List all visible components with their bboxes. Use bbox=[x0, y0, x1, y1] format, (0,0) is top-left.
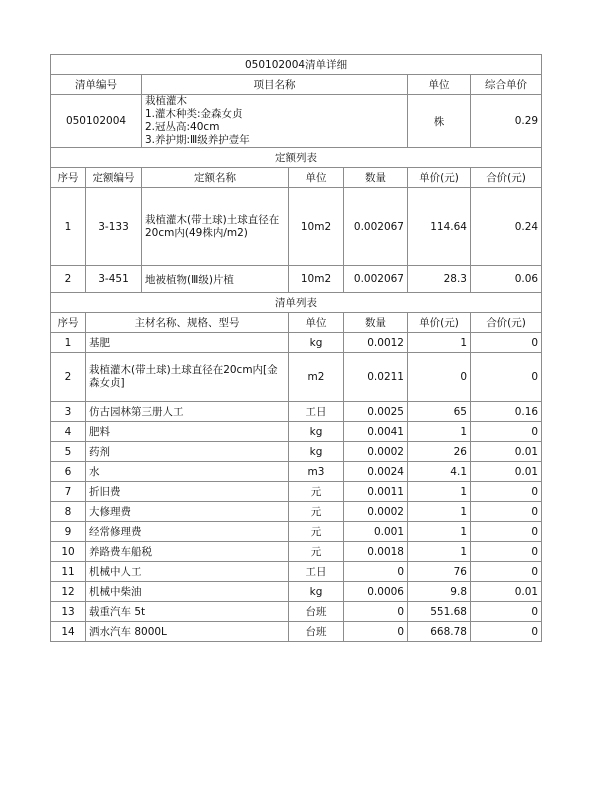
material-unit: 元 bbox=[289, 542, 344, 562]
quota-col-no: 序号 bbox=[51, 168, 86, 188]
material-unit: kg bbox=[289, 442, 344, 462]
quota-total: 0.06 bbox=[471, 266, 542, 293]
material-col-no: 序号 bbox=[51, 313, 86, 333]
material-total: 0 bbox=[471, 333, 542, 353]
material-no: 2 bbox=[51, 353, 86, 402]
material-no: 4 bbox=[51, 422, 86, 442]
material-no: 13 bbox=[51, 602, 86, 622]
material-price: 9.8 bbox=[408, 582, 471, 602]
quota-name: 栽植灌木(带土球)土球直径在20cm内(49株内/m2) bbox=[142, 188, 289, 266]
material-price: 551.68 bbox=[408, 602, 471, 622]
material-unit: 元 bbox=[289, 502, 344, 522]
material-header-row bbox=[51, 313, 542, 333]
material-price: 76 bbox=[408, 562, 471, 582]
material-qty: 0.0011 bbox=[344, 482, 408, 502]
material-total: 0 bbox=[471, 622, 542, 642]
quota-col-qty: 数量 bbox=[344, 168, 408, 188]
material-row bbox=[51, 353, 542, 402]
material-qty: 0.0025 bbox=[344, 402, 408, 422]
material-name: 机械中柴油 bbox=[86, 582, 289, 602]
material-price: 1 bbox=[408, 482, 471, 502]
item-price: 0.29 bbox=[471, 95, 542, 148]
material-no: 12 bbox=[51, 582, 86, 602]
quota-no: 1 bbox=[51, 188, 86, 266]
material-price: 1 bbox=[408, 542, 471, 562]
material-price: 65 bbox=[408, 402, 471, 422]
material-row bbox=[51, 622, 542, 642]
quota-code: 3-451 bbox=[86, 266, 142, 293]
material-total: 0 bbox=[471, 422, 542, 442]
code-header: 清单编号 bbox=[51, 75, 142, 95]
material-price: 0 bbox=[408, 353, 471, 402]
material-name: 养路费车船税 bbox=[86, 542, 289, 562]
material-no: 14 bbox=[51, 622, 86, 642]
quota-qty: 0.002067 bbox=[344, 188, 408, 266]
material-total: 0.01 bbox=[471, 442, 542, 462]
quota-col-price: 单价(元) bbox=[408, 168, 471, 188]
item-name-line: 3.养护期:Ⅲ级养护壹年 bbox=[145, 134, 250, 146]
material-no: 6 bbox=[51, 462, 86, 482]
material-name: 基肥 bbox=[86, 333, 289, 353]
material-total: 0 bbox=[471, 482, 542, 502]
material-no: 8 bbox=[51, 502, 86, 522]
quota-section-title: 定额列表 bbox=[51, 148, 542, 168]
material-no: 11 bbox=[51, 562, 86, 582]
quota-unit: 10m2 bbox=[289, 188, 344, 266]
quota-qty: 0.002067 bbox=[344, 266, 408, 293]
quota-price: 28.3 bbox=[408, 266, 471, 293]
material-total: 0 bbox=[471, 602, 542, 622]
quota-total: 0.24 bbox=[471, 188, 542, 266]
material-qty: 0.0002 bbox=[344, 442, 408, 462]
material-row bbox=[51, 333, 542, 353]
material-unit: m3 bbox=[289, 462, 344, 482]
price-header: 综合单价 bbox=[471, 75, 542, 95]
material-name: 洒水汽车 8000L bbox=[86, 622, 289, 642]
material-price: 1 bbox=[408, 522, 471, 542]
material-name: 机械中人工 bbox=[86, 562, 289, 582]
material-qty: 0 bbox=[344, 602, 408, 622]
item-name bbox=[142, 95, 408, 148]
material-row bbox=[51, 602, 542, 622]
material-total: 0 bbox=[471, 542, 542, 562]
material-name: 栽植灌木(带土球)土球直径在20cm内[金森女贞] bbox=[86, 353, 289, 402]
material-qty: 0.0024 bbox=[344, 462, 408, 482]
material-total: 0 bbox=[471, 562, 542, 582]
quota-col-name: 定额名称 bbox=[142, 168, 289, 188]
material-qty: 0 bbox=[344, 562, 408, 582]
item-name-line: 1.灌木种类:金森女贞 bbox=[145, 108, 243, 120]
material-row bbox=[51, 442, 542, 462]
material-name: 水 bbox=[86, 462, 289, 482]
material-section-title-row bbox=[51, 293, 542, 313]
material-no: 7 bbox=[51, 482, 86, 502]
material-total: 0.01 bbox=[471, 582, 542, 602]
material-row bbox=[51, 522, 542, 542]
material-qty: 0 bbox=[344, 622, 408, 642]
quota-section-title-row bbox=[51, 148, 542, 168]
material-row bbox=[51, 402, 542, 422]
quota-price: 114.64 bbox=[408, 188, 471, 266]
material-col-unit: 单位 bbox=[289, 313, 344, 333]
material-row bbox=[51, 562, 542, 582]
table-title: 050102004清单详细 bbox=[51, 55, 542, 75]
material-row bbox=[51, 422, 542, 442]
item-code: 050102004 bbox=[51, 95, 142, 148]
quota-col-total: 合价(元) bbox=[471, 168, 542, 188]
material-total: 0 bbox=[471, 522, 542, 542]
item-row bbox=[51, 95, 542, 148]
material-col-name: 主材名称、规格、型号 bbox=[86, 313, 289, 333]
material-name: 经常修理费 bbox=[86, 522, 289, 542]
material-no: 3 bbox=[51, 402, 86, 422]
quota-col-unit: 单位 bbox=[289, 168, 344, 188]
material-qty: 0.0012 bbox=[344, 333, 408, 353]
material-unit: 工日 bbox=[289, 402, 344, 422]
material-name: 仿古园林第三册人工 bbox=[86, 402, 289, 422]
material-no: 9 bbox=[51, 522, 86, 542]
material-price: 1 bbox=[408, 422, 471, 442]
quota-row bbox=[51, 266, 542, 293]
material-col-price: 单价(元) bbox=[408, 313, 471, 333]
material-price: 668.78 bbox=[408, 622, 471, 642]
material-qty: 0.0006 bbox=[344, 582, 408, 602]
material-total: 0 bbox=[471, 502, 542, 522]
bill-detail-table bbox=[50, 54, 542, 642]
material-unit: 工日 bbox=[289, 562, 344, 582]
material-row bbox=[51, 582, 542, 602]
material-no: 1 bbox=[51, 333, 86, 353]
material-price: 1 bbox=[408, 502, 471, 522]
quota-row bbox=[51, 188, 542, 266]
quota-header-row bbox=[51, 168, 542, 188]
material-name: 药剂 bbox=[86, 442, 289, 462]
material-row bbox=[51, 502, 542, 522]
material-unit: 台班 bbox=[289, 622, 344, 642]
material-unit: 元 bbox=[289, 522, 344, 542]
material-name: 折旧费 bbox=[86, 482, 289, 502]
material-unit: 元 bbox=[289, 482, 344, 502]
title-row bbox=[51, 55, 542, 75]
material-price: 4.1 bbox=[408, 462, 471, 482]
material-unit: m2 bbox=[289, 353, 344, 402]
quota-col-code: 定额编号 bbox=[86, 168, 142, 188]
material-name: 肥料 bbox=[86, 422, 289, 442]
material-unit: 台班 bbox=[289, 602, 344, 622]
material-price: 1 bbox=[408, 333, 471, 353]
material-col-qty: 数量 bbox=[344, 313, 408, 333]
material-name: 大修理费 bbox=[86, 502, 289, 522]
material-unit: kg bbox=[289, 582, 344, 602]
item-name-line: 栽植灌木 bbox=[145, 95, 187, 107]
material-col-total: 合价(元) bbox=[471, 313, 542, 333]
quota-code: 3-133 bbox=[86, 188, 142, 266]
material-row bbox=[51, 462, 542, 482]
material-total: 0 bbox=[471, 353, 542, 402]
material-unit: kg bbox=[289, 333, 344, 353]
material-qty: 0.0018 bbox=[344, 542, 408, 562]
quota-no: 2 bbox=[51, 266, 86, 293]
item-name-line: 2.冠丛高:40cm bbox=[145, 121, 220, 133]
name-header: 项目名称 bbox=[142, 75, 408, 95]
material-row bbox=[51, 482, 542, 502]
quota-unit: 10m2 bbox=[289, 266, 344, 293]
material-row bbox=[51, 542, 542, 562]
material-qty: 0.001 bbox=[344, 522, 408, 542]
material-qty: 0.0041 bbox=[344, 422, 408, 442]
unit-header: 单位 bbox=[408, 75, 471, 95]
quota-name: 地被植物(Ⅲ级)片植 bbox=[142, 266, 289, 293]
material-name: 载重汽车 5t bbox=[86, 602, 289, 622]
material-section-title: 清单列表 bbox=[51, 293, 542, 313]
material-no: 10 bbox=[51, 542, 86, 562]
material-total: 0.16 bbox=[471, 402, 542, 422]
material-price: 26 bbox=[408, 442, 471, 462]
material-qty: 0.0211 bbox=[344, 353, 408, 402]
item-header-row bbox=[51, 75, 542, 95]
material-no: 5 bbox=[51, 442, 86, 462]
material-total: 0.01 bbox=[471, 462, 542, 482]
material-unit: kg bbox=[289, 422, 344, 442]
item-unit: 株 bbox=[408, 95, 471, 148]
material-qty: 0.0002 bbox=[344, 502, 408, 522]
